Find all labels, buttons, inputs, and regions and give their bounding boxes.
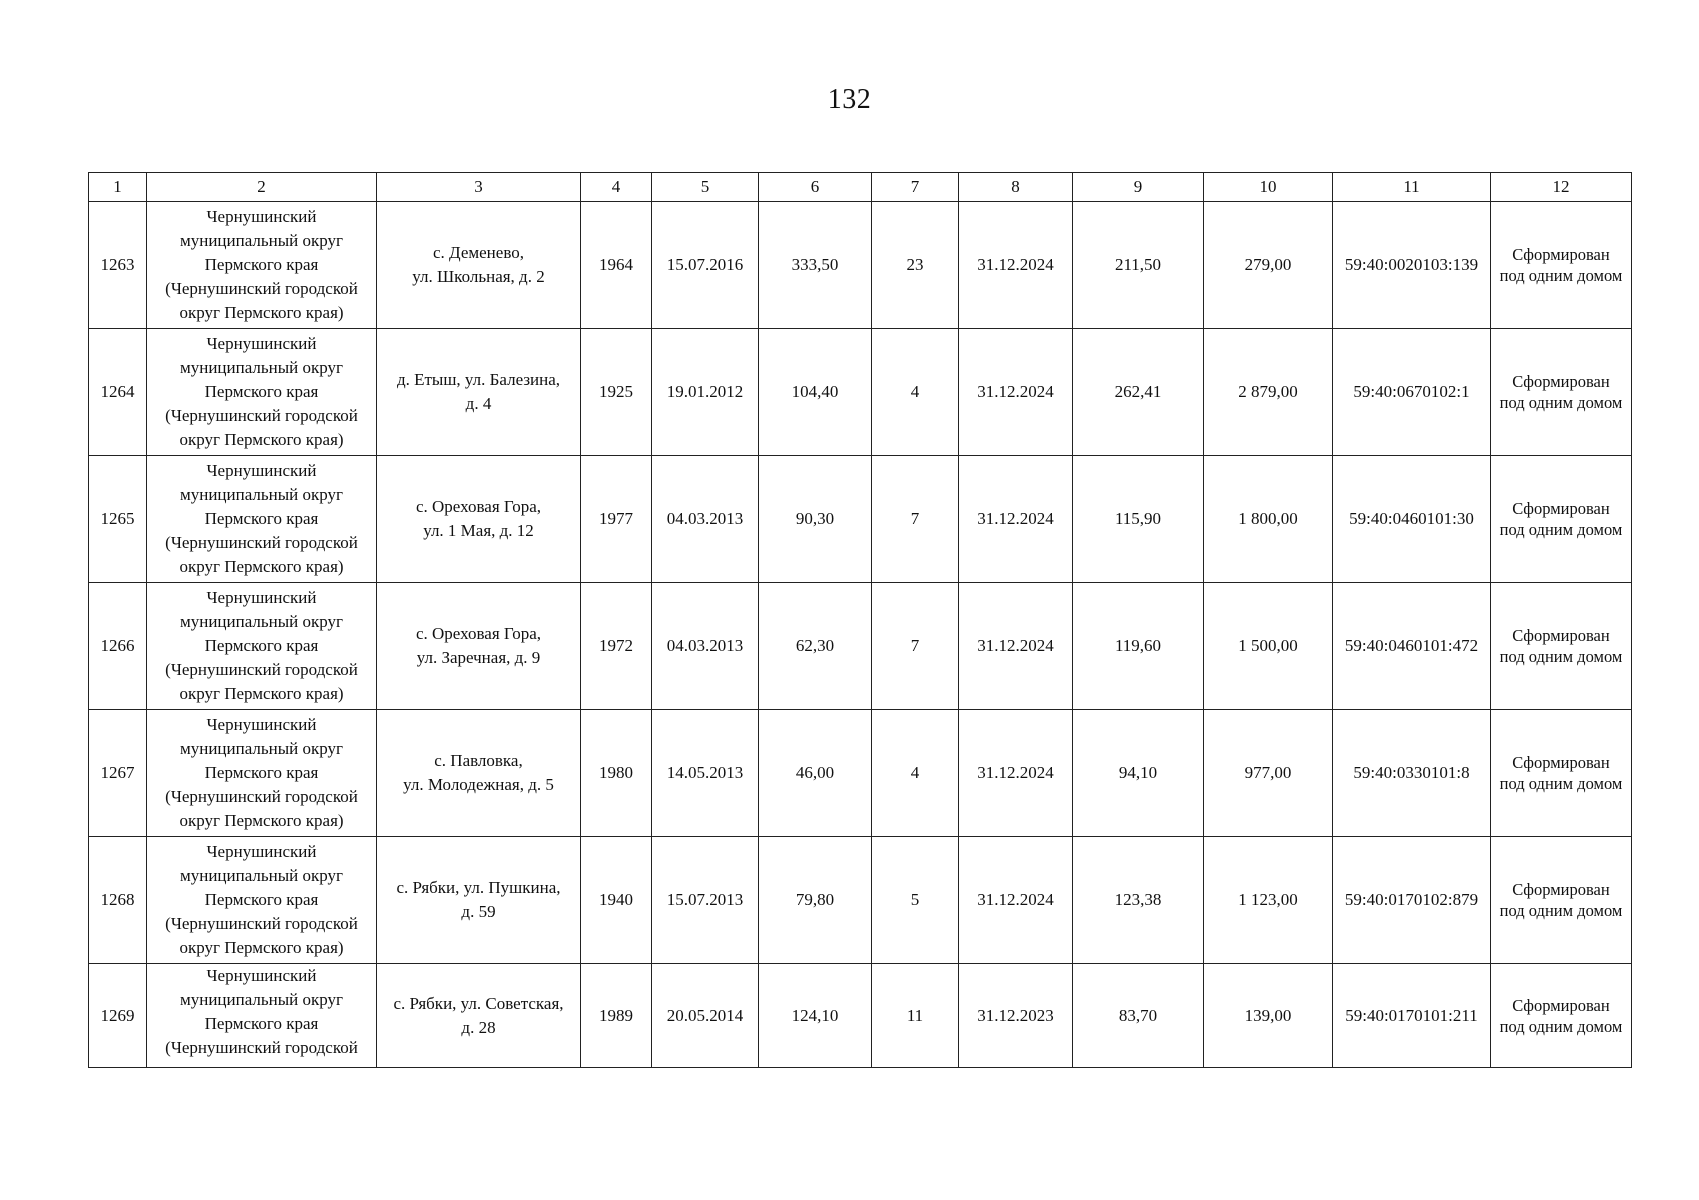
value10: 1 800,00 bbox=[1238, 509, 1298, 528]
municipality-text-line: Чернушинский bbox=[206, 715, 317, 734]
status-cell bbox=[1491, 710, 1632, 837]
count-cell bbox=[872, 964, 959, 1068]
area: 62,30 bbox=[795, 636, 835, 655]
cadastral-cell bbox=[1333, 710, 1491, 837]
count: 7 bbox=[910, 509, 920, 528]
address-cell bbox=[377, 837, 581, 964]
year: 1977 bbox=[599, 509, 633, 528]
cadastral-number: 59:40:0460101:472 bbox=[1344, 636, 1479, 655]
year-cell bbox=[581, 329, 652, 456]
count: 23 bbox=[906, 255, 924, 274]
municipality-cell bbox=[147, 710, 377, 837]
deadline-cell bbox=[959, 456, 1073, 583]
address-cell bbox=[377, 329, 581, 456]
municipality-cell bbox=[147, 202, 377, 329]
value10-cell bbox=[1204, 329, 1333, 456]
column-header: 4 bbox=[581, 173, 652, 202]
address-text-line: ул. Заречная, д. 9 bbox=[416, 648, 541, 667]
municipality-text-line: (Чернушинский городской bbox=[165, 1038, 358, 1057]
cadastral-number: 59:40:0460101:30 bbox=[1349, 509, 1474, 528]
value10-cell bbox=[1204, 456, 1333, 583]
municipality-text-line: Пермского края bbox=[204, 1014, 319, 1033]
status-text-line: Сформирован bbox=[1512, 753, 1610, 772]
municipality-text-line: (Чернушинский городской bbox=[165, 914, 358, 933]
cadastral-cell bbox=[1333, 583, 1491, 710]
table-row bbox=[89, 710, 1632, 837]
deadline: 31.12.2024 bbox=[977, 382, 1054, 401]
date-cell bbox=[652, 710, 759, 837]
status-text-line: Сформирован bbox=[1512, 245, 1610, 264]
municipality-text-line: Пермского края bbox=[204, 509, 319, 528]
count-cell bbox=[872, 456, 959, 583]
address-text-line: д. 28 bbox=[461, 1017, 496, 1037]
deadline: 31.12.2023 bbox=[977, 1005, 1054, 1025]
date-cell bbox=[652, 456, 759, 583]
status-text-line: под одним домом bbox=[1499, 266, 1623, 285]
area-cell bbox=[759, 329, 872, 456]
deadline-cell bbox=[959, 710, 1073, 837]
municipality-text-line: муниципальный округ bbox=[179, 485, 344, 504]
address-text-line: с. Ореховая Гора, bbox=[415, 624, 542, 643]
value9-cell bbox=[1073, 583, 1204, 710]
date: 04.03.2013 bbox=[666, 509, 744, 528]
table-row bbox=[89, 329, 1632, 456]
value9: 83,70 bbox=[1118, 1005, 1158, 1025]
column-header: 11 bbox=[1333, 173, 1491, 202]
value10: 2 879,00 bbox=[1238, 382, 1298, 401]
row-number: 1269 bbox=[100, 1005, 135, 1025]
cadastral-number: 59:40:0170101:211 bbox=[1345, 1005, 1478, 1025]
row-number-cell bbox=[89, 583, 147, 710]
value10: 1 123,00 bbox=[1238, 890, 1298, 909]
municipality-text-line: (Чернушинский городской bbox=[165, 787, 358, 806]
value9: 123,38 bbox=[1114, 890, 1162, 909]
status-cell bbox=[1491, 202, 1632, 329]
registry-table bbox=[88, 172, 1632, 1068]
address-cell bbox=[377, 583, 581, 710]
year-cell bbox=[581, 837, 652, 964]
municipality-text bbox=[148, 713, 375, 833]
count: 4 bbox=[910, 763, 920, 782]
date: 20.05.2014 bbox=[666, 1005, 744, 1025]
address-text-line: с. Павловка, bbox=[434, 751, 523, 770]
status-text-line: под одним домом bbox=[1499, 393, 1623, 412]
value9: 119,60 bbox=[1114, 636, 1162, 655]
municipality-text-line: округ Пермского края) bbox=[179, 303, 344, 322]
value10: 1 500,00 bbox=[1238, 636, 1298, 655]
value9: 115,90 bbox=[1114, 509, 1162, 528]
table-row bbox=[89, 583, 1632, 710]
area-cell bbox=[759, 964, 872, 1068]
count: 4 bbox=[910, 382, 920, 401]
column-header: 10 bbox=[1204, 173, 1333, 202]
cadastral-number: 59:40:0330101:8 bbox=[1353, 763, 1470, 782]
municipality-cell bbox=[147, 583, 377, 710]
municipality-text-line: Пермского края bbox=[204, 890, 319, 909]
area: 124,10 bbox=[791, 1005, 839, 1025]
year: 1980 bbox=[599, 763, 633, 782]
count-cell bbox=[872, 710, 959, 837]
row-number-cell bbox=[89, 710, 147, 837]
address-text-line: с. Ореховая Гора, bbox=[415, 497, 542, 516]
count: 11 bbox=[906, 1005, 924, 1025]
area: 333,50 bbox=[791, 255, 839, 274]
municipality-text-line: округ Пермского края) bbox=[179, 938, 344, 957]
address-text bbox=[378, 749, 579, 797]
value9-cell bbox=[1073, 837, 1204, 964]
address-text-line: с. Деменево, bbox=[432, 243, 524, 262]
area-cell bbox=[759, 456, 872, 583]
deadline: 31.12.2024 bbox=[977, 763, 1054, 782]
area-cell bbox=[759, 837, 872, 964]
deadline: 31.12.2024 bbox=[977, 890, 1054, 909]
value9-cell bbox=[1073, 710, 1204, 837]
value10-cell bbox=[1204, 202, 1333, 329]
count-cell bbox=[872, 329, 959, 456]
status-text bbox=[1492, 625, 1630, 667]
status-cell bbox=[1491, 583, 1632, 710]
address-text bbox=[378, 992, 579, 1040]
table-row bbox=[89, 837, 1632, 964]
municipality-text-line: Чернушинский bbox=[206, 207, 317, 226]
address-text-line: с. Рябки, ул. Пушкина, bbox=[396, 878, 561, 897]
address-text-line: д. 4 bbox=[465, 394, 492, 413]
municipality-text-line: Пермского края bbox=[204, 255, 319, 274]
year-cell bbox=[581, 202, 652, 329]
address-cell bbox=[377, 964, 581, 1068]
cadastral-cell bbox=[1333, 837, 1491, 964]
table-row bbox=[89, 202, 1632, 329]
date: 04.03.2013 bbox=[666, 636, 744, 655]
row-number-cell bbox=[89, 202, 147, 329]
count: 7 bbox=[910, 636, 920, 655]
cadastral-number: 59:40:0670102:1 bbox=[1353, 382, 1470, 401]
status-text-line: Сформирован bbox=[1512, 626, 1610, 645]
date: 15.07.2016 bbox=[666, 255, 744, 274]
address-text bbox=[378, 368, 579, 416]
status-text-line: под одним домом bbox=[1499, 1016, 1623, 1036]
cadastral-number: 59:40:0170102:879 bbox=[1344, 890, 1479, 909]
municipality-text-line: муниципальный округ bbox=[179, 358, 344, 377]
municipality-text bbox=[148, 332, 375, 452]
municipality-text-line: муниципальный округ bbox=[179, 612, 344, 631]
address-text-line: с. Рябки, ул. Советская, bbox=[393, 993, 564, 1013]
year-cell bbox=[581, 710, 652, 837]
address-cell bbox=[377, 456, 581, 583]
value10-cell bbox=[1204, 964, 1333, 1068]
cadastral-cell bbox=[1333, 329, 1491, 456]
status-text-line: под одним домом bbox=[1499, 774, 1623, 793]
municipality-text-line: Чернушинский bbox=[206, 842, 317, 861]
value9-cell bbox=[1073, 329, 1204, 456]
status-text bbox=[1492, 244, 1630, 286]
area: 46,00 bbox=[795, 763, 835, 782]
value10-cell bbox=[1204, 583, 1333, 710]
value10: 279,00 bbox=[1244, 255, 1292, 274]
column-header: 8 bbox=[959, 173, 1073, 202]
status-text-line: под одним домом bbox=[1499, 520, 1623, 539]
municipality-text-line: (Чернушинский городской bbox=[165, 533, 358, 552]
status-text-line: Сформирован bbox=[1512, 372, 1610, 391]
date-cell bbox=[652, 583, 759, 710]
area-cell bbox=[759, 583, 872, 710]
year: 1972 bbox=[599, 636, 633, 655]
status-text bbox=[1492, 879, 1630, 921]
status-text-line: Сформирован bbox=[1512, 880, 1610, 899]
value10: 139,00 bbox=[1244, 1005, 1292, 1025]
row-number: 1263 bbox=[100, 255, 135, 274]
date-cell bbox=[652, 202, 759, 329]
deadline-cell bbox=[959, 202, 1073, 329]
status-text bbox=[1492, 498, 1630, 540]
value10-cell bbox=[1204, 837, 1333, 964]
column-header: 12 bbox=[1491, 173, 1632, 202]
cadastral-cell bbox=[1333, 202, 1491, 329]
table-row bbox=[89, 964, 1632, 1068]
deadline: 31.12.2024 bbox=[977, 636, 1054, 655]
deadline-cell bbox=[959, 329, 1073, 456]
municipality-text-line: Пермского края bbox=[204, 636, 319, 655]
cadastral-cell bbox=[1333, 964, 1491, 1068]
municipality-text bbox=[148, 964, 375, 1060]
cadastral-cell bbox=[1333, 456, 1491, 583]
date: 19.01.2012 bbox=[666, 382, 744, 401]
municipality-text bbox=[148, 205, 375, 325]
year: 1940 bbox=[599, 890, 633, 909]
value9: 262,41 bbox=[1114, 382, 1162, 401]
municipality-text-line: Чернушинский bbox=[206, 966, 317, 985]
value9: 94,10 bbox=[1118, 763, 1158, 782]
address-text-line: д. Етыш, ул. Балезина, bbox=[396, 370, 561, 389]
address-text-line: д. 59 bbox=[461, 902, 496, 921]
municipality-text-line: Пермского края bbox=[204, 763, 319, 782]
address-cell bbox=[377, 710, 581, 837]
municipality-text-line: муниципальный округ bbox=[179, 739, 344, 758]
municipality-text-line: (Чернушинский городской bbox=[165, 279, 358, 298]
year: 1989 bbox=[599, 1005, 633, 1025]
date-cell bbox=[652, 329, 759, 456]
area: 90,30 bbox=[795, 509, 835, 528]
value9-cell bbox=[1073, 202, 1204, 329]
page-number: 132 bbox=[827, 84, 872, 115]
year: 1964 bbox=[599, 255, 633, 274]
column-header: 3 bbox=[377, 173, 581, 202]
municipality-text-line: округ Пермского края) bbox=[179, 684, 344, 703]
status-cell bbox=[1491, 329, 1632, 456]
address-text-line: ул. 1 Мая, д. 12 bbox=[423, 521, 534, 540]
date-cell bbox=[652, 837, 759, 964]
status-cell bbox=[1491, 964, 1632, 1068]
municipality-text-line: (Чернушинский городской bbox=[165, 406, 358, 425]
status-text-line: под одним домом bbox=[1499, 647, 1623, 666]
column-header: 2 bbox=[147, 173, 377, 202]
deadline-cell bbox=[959, 837, 1073, 964]
deadline-cell bbox=[959, 964, 1073, 1068]
value10: 977,00 bbox=[1244, 763, 1292, 782]
value9: 211,50 bbox=[1114, 255, 1162, 274]
municipality-text-line: Чернушинский bbox=[206, 461, 317, 480]
address-text bbox=[378, 622, 579, 670]
area-cell bbox=[759, 710, 872, 837]
address-text bbox=[378, 876, 579, 924]
area-cell bbox=[759, 202, 872, 329]
row-number: 1268 bbox=[100, 890, 135, 909]
municipality-text bbox=[148, 459, 375, 579]
row-number-cell bbox=[89, 837, 147, 964]
year-cell bbox=[581, 583, 652, 710]
table-body bbox=[89, 202, 1632, 1068]
municipality-text-line: округ Пермского края) bbox=[179, 557, 344, 576]
municipality-text-line: Чернушинский bbox=[206, 334, 317, 353]
row-number-cell bbox=[89, 964, 147, 1068]
status-cell bbox=[1491, 837, 1632, 964]
deadline-cell bbox=[959, 583, 1073, 710]
municipality-text-line: округ Пермского края) bbox=[179, 811, 344, 830]
municipality-text bbox=[148, 840, 375, 960]
deadline: 31.12.2024 bbox=[977, 509, 1054, 528]
area: 104,40 bbox=[791, 382, 839, 401]
table-row bbox=[89, 456, 1632, 583]
row-number: 1265 bbox=[100, 509, 135, 528]
municipality-text bbox=[148, 586, 375, 706]
row-number-cell bbox=[89, 456, 147, 583]
column-number-row bbox=[89, 173, 1632, 202]
municipality-cell bbox=[147, 456, 377, 583]
count-cell bbox=[872, 202, 959, 329]
municipality-text-line: Пермского края bbox=[204, 382, 319, 401]
status-text-line: Сформирован bbox=[1512, 499, 1610, 518]
row-number: 1266 bbox=[100, 636, 135, 655]
column-header: 1 bbox=[89, 173, 147, 202]
year-cell bbox=[581, 456, 652, 583]
address-cell bbox=[377, 202, 581, 329]
status-text-line: под одним домом bbox=[1499, 901, 1623, 920]
municipality-cell bbox=[147, 329, 377, 456]
row-number: 1264 bbox=[100, 382, 135, 401]
status-text bbox=[1492, 995, 1630, 1037]
cadastral-number: 59:40:0020103:139 bbox=[1344, 255, 1479, 274]
address-text-line: ул. Школьная, д. 2 bbox=[412, 267, 545, 286]
address-text-line: ул. Молодежная, д. 5 bbox=[403, 775, 554, 794]
value10-cell bbox=[1204, 710, 1333, 837]
count-cell bbox=[872, 837, 959, 964]
row-number-cell bbox=[89, 329, 147, 456]
area: 79,80 bbox=[795, 890, 835, 909]
municipality-text-line: Чернушинский bbox=[206, 588, 317, 607]
year-cell bbox=[581, 964, 652, 1068]
municipality-text-line: муниципальный округ bbox=[179, 990, 344, 1009]
municipality-text-line: муниципальный округ bbox=[179, 866, 344, 885]
value9-cell bbox=[1073, 964, 1204, 1068]
date: 15.07.2013 bbox=[666, 890, 744, 909]
municipality-cell bbox=[147, 964, 377, 1068]
status-text-line: Сформирован bbox=[1512, 995, 1610, 1015]
column-header: 5 bbox=[652, 173, 759, 202]
deadline: 31.12.2024 bbox=[977, 255, 1054, 274]
column-header: 6 bbox=[759, 173, 872, 202]
status-text bbox=[1492, 752, 1630, 794]
status-text bbox=[1492, 371, 1630, 413]
date-cell bbox=[652, 964, 759, 1068]
column-header: 9 bbox=[1073, 173, 1204, 202]
value9-cell bbox=[1073, 456, 1204, 583]
municipality-text-line: (Чернушинский городской bbox=[165, 660, 358, 679]
count-cell bbox=[872, 583, 959, 710]
year: 1925 bbox=[599, 382, 633, 401]
status-cell bbox=[1491, 456, 1632, 583]
address-text bbox=[378, 241, 579, 289]
count: 5 bbox=[910, 890, 920, 909]
row-number: 1267 bbox=[100, 763, 135, 782]
date: 14.05.2013 bbox=[666, 763, 744, 782]
address-text bbox=[378, 495, 579, 543]
municipality-cell bbox=[147, 837, 377, 964]
municipality-text-line: муниципальный округ bbox=[179, 231, 344, 250]
municipality-text-line: округ Пермского края) bbox=[179, 430, 344, 449]
column-header: 7 bbox=[872, 173, 959, 202]
